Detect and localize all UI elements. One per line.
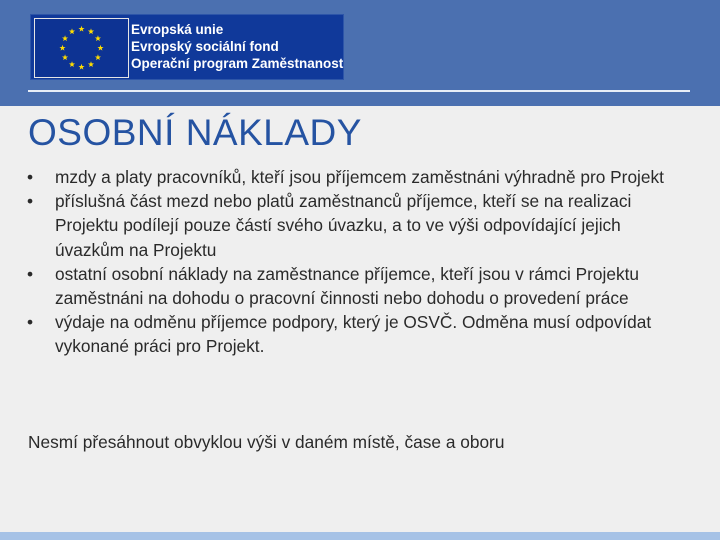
eu-star-icon	[69, 61, 75, 67]
eu-flag-icon	[34, 18, 129, 78]
footer-note: Nesmí přesáhnout obvyklou výši v daném místě, čase a oboru	[28, 432, 505, 452]
list-item	[27, 189, 667, 262]
logo-text	[131, 21, 343, 72]
list-item-text: výdaje na odměnu příjemce podpory, který je OSVČ. Odměna musí odpovídat vykonané práci pro Projekt.	[55, 312, 652, 357]
logo-line-op: Operační program Zaměstnanost	[131, 56, 344, 71]
bullet-icon: •	[27, 191, 34, 212]
bottom-bar	[0, 532, 720, 540]
eu-star-icon	[62, 35, 68, 41]
header-divider	[28, 90, 690, 92]
eu-star-icon	[69, 28, 75, 34]
eu-star-icon	[95, 35, 101, 41]
bullet-icon: •	[27, 263, 34, 284]
bullet-icon: •	[27, 312, 34, 333]
eu-star-icon	[78, 64, 84, 70]
list-item-text: mzdy a platy pracovníků, kteří jsou příjemcem zaměstnáni výhradně pro Projekt	[55, 167, 664, 187]
logo-line-eu: Evropská unie	[131, 22, 224, 37]
list-item-text: ostatní osobní náklady na zaměstnance příjemce, kteří jsou v rámci Projektu zaměstnáni na dohodu o pracovní činnosti nebo dohodu o provedení práce	[55, 263, 640, 309]
eu-star-icon	[78, 26, 84, 32]
bullet-icon: •	[27, 167, 34, 187]
list-item	[27, 165, 667, 189]
list-item	[27, 310, 667, 358]
logo-line-esf: Evropský sociální fond	[131, 39, 279, 54]
list-item-text: příslušná část mezd nebo platů zaměstnanců příjemce, kteří se na realizaci Projektu podílejí pouze částí svého úvazku, a to ve výši odpovídající jejich úvazkům na Projektu	[55, 191, 632, 260]
esf-logo	[30, 14, 344, 80]
page-title: OSOBNÍ NÁKLADY	[28, 112, 362, 153]
header-band	[0, 0, 720, 106]
eu-star-icon	[95, 54, 101, 60]
eu-star-icon	[88, 28, 94, 34]
eu-star-icon	[97, 45, 103, 51]
eu-star-icon	[88, 61, 94, 67]
eu-star-icon	[62, 54, 68, 60]
list-item	[27, 262, 667, 310]
bullet-list	[27, 165, 667, 359]
eu-star-icon	[59, 45, 65, 51]
